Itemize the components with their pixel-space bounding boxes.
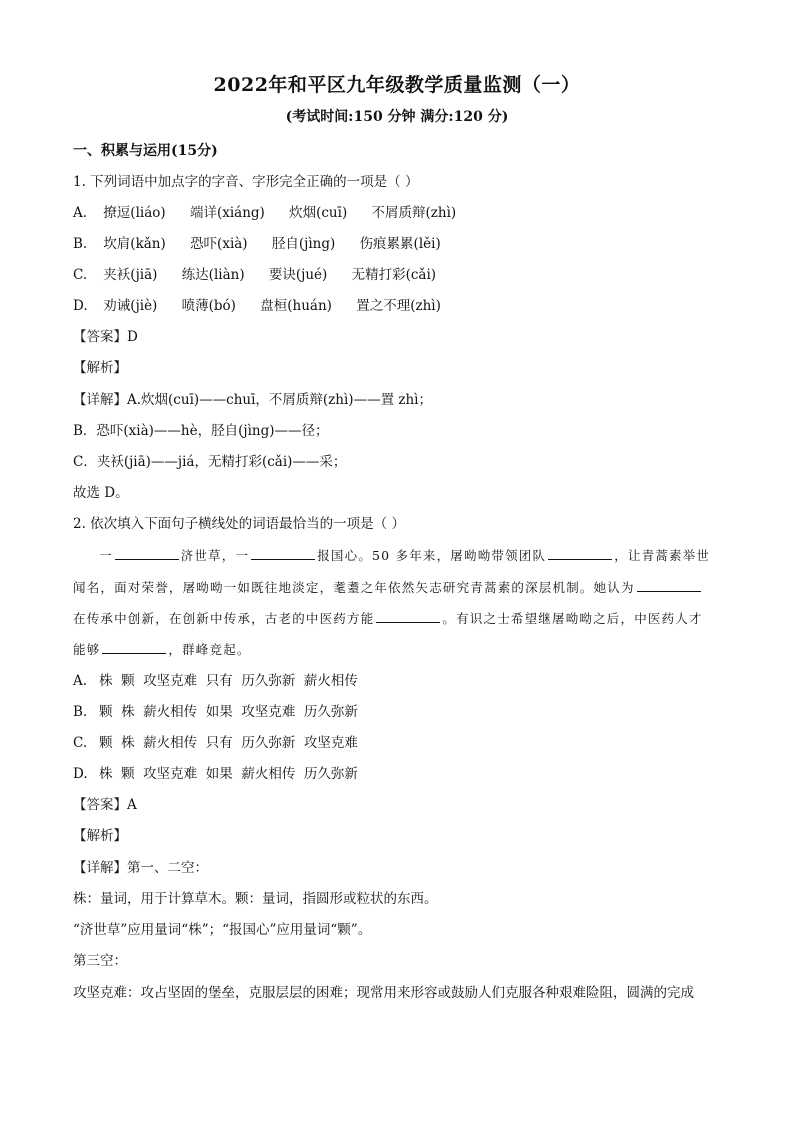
option-letter: D. <box>73 766 88 782</box>
option-letter: A. <box>73 673 88 689</box>
q2-option-d <box>73 764 358 784</box>
exam-info: (考试时间:150 分钟 满分:120 分) <box>285 109 509 125</box>
q2-stem: 2. 依次填入下面句子横线处的词语最恰当的一项是（ ） <box>73 516 405 532</box>
passage-text: 。有识之士希望继屠呦呦之后，中医药人才 <box>442 611 703 626</box>
passage-text: 闻名，面对荣誉，屠呦呦一如既往地淡定，耄耋之年依然矢志研究青蒿素的深层机制。她认为 <box>73 580 635 595</box>
passage-text: ，让青蒿素举世 <box>614 548 711 563</box>
option-word: 坎肩(kǎn) <box>103 236 166 252</box>
q1-stem: 1. 下列词语中加点字的字音、字形完全正确的一项是（ ） <box>73 174 419 190</box>
option-word: 炊烟(cuī) <box>289 205 348 221</box>
option-letter: A. <box>73 205 88 221</box>
q2-answer <box>73 795 137 815</box>
option-word: 不屑质辩(zhì) <box>371 205 457 221</box>
q1-detail-line: B．恐吓(xià)——hè，胫自(jìng)——径； <box>73 423 329 439</box>
option-word: 伤痕累累(lěi) <box>359 236 441 252</box>
option-text: 株 颗 攻坚克难 如果 薪火相传 历久弥新 <box>99 766 358 782</box>
option-word: 夹袄(jiā) <box>103 267 158 283</box>
option-letter: C. <box>73 735 88 751</box>
q1-option-c <box>73 265 456 285</box>
q2-passage-line <box>73 577 719 598</box>
q2-detail-line: “济世草”应用量词“株”；“报国心”应用量词“颗”。 <box>73 922 372 938</box>
passage-text: 报国心。50 多年来，屠呦呦带领团队 <box>317 548 547 563</box>
fill-blank <box>548 545 612 560</box>
option-word: 置之不理(zhì) <box>356 298 441 314</box>
option-letter: B. <box>73 704 88 720</box>
answer-tag: 【答案】 <box>73 329 127 345</box>
option-letter: B. <box>73 236 88 252</box>
option-word: 要诀(jué) <box>268 267 328 283</box>
option-word: 胫自(jìng) <box>271 236 336 252</box>
option-word: 无精打彩(cǎi) <box>351 267 437 283</box>
q2-detail-line: 第三空： <box>73 953 127 969</box>
option-word: 端详(xiáng) <box>189 205 265 221</box>
option-word: 练达(liàn) <box>181 267 245 283</box>
option-letter: D. <box>73 298 88 314</box>
option-word: 恐吓(xià) <box>190 236 248 252</box>
option-text: 颗 株 薪火相传 如果 攻坚克难 历久弥新 <box>99 704 358 720</box>
q2-passage-line <box>73 545 719 566</box>
fill-blank <box>376 608 440 623</box>
q2-passage-line <box>73 608 719 629</box>
option-text: 株 颗 攻坚克难 只有 历久弥新 薪火相传 <box>99 673 358 689</box>
q2-passage-line <box>73 639 719 660</box>
fill-blank <box>102 639 166 654</box>
passage-text: ，群峰竞起。 <box>168 642 251 657</box>
q2-analysis-tag: 【解析】 <box>73 828 127 844</box>
option-text: 颗 株 薪火相传 只有 历久弥新 攻坚克难 <box>99 735 358 751</box>
fill-blank <box>251 545 315 560</box>
passage-text: 在传承中创新，在创新中传承，古老的中医药方能 <box>73 611 375 626</box>
option-word: 撩逗(liáo) <box>103 205 166 221</box>
fill-blank <box>637 577 701 592</box>
q2-option-b <box>73 702 358 722</box>
passage-text: 能够 <box>73 642 101 657</box>
answer-value: A <box>127 797 137 813</box>
answer-value: D <box>127 329 138 345</box>
option-letter: C. <box>73 267 88 283</box>
q1-analysis-tag: 【解析】 <box>73 360 127 376</box>
fill-blank <box>115 545 179 560</box>
passage-text: 一 <box>99 548 113 563</box>
q2-detail-line: 【详解】第一、二空： <box>73 860 208 876</box>
q1-detail-line: 【详解】A.炊烟(cuī)——chuī，不屑质辩(zhì)——置 zhì； <box>73 392 432 408</box>
section-heading: 一、积累与运用(15分) <box>73 143 218 159</box>
option-word: 劝诫(jiè) <box>103 298 158 314</box>
q2-option-c <box>73 733 358 753</box>
option-word: 喷薄(bó) <box>181 298 236 314</box>
option-word: 盘桓(huán) <box>260 298 332 314</box>
q1-option-b <box>73 234 461 254</box>
q2-detail-line: 攻坚克难：攻占坚固的堡垒，克服层层的困难；现常用来形容或鼓励人们克服各种艰难险阻，圆满的完成 <box>73 985 694 1001</box>
answer-tag: 【答案】 <box>73 797 127 813</box>
passage-text: 济世草，一 <box>180 548 250 563</box>
q1-answer <box>73 327 138 347</box>
page-title: 2022年和平区九年级教学质量监测（一） <box>213 74 581 96</box>
q1-option-a <box>73 203 476 223</box>
q2-detail-line: 株：量词，用于计算草木。颗：量词，指圆形或粒状的东西。 <box>73 891 438 907</box>
q2-option-a <box>73 671 358 691</box>
q1-detail-line: C．夹袄(jiā)——jiá，无精打彩(cǎi)——采； <box>73 454 347 470</box>
q1-detail-line: 故选 D。 <box>73 485 129 501</box>
q1-option-d <box>73 296 461 316</box>
